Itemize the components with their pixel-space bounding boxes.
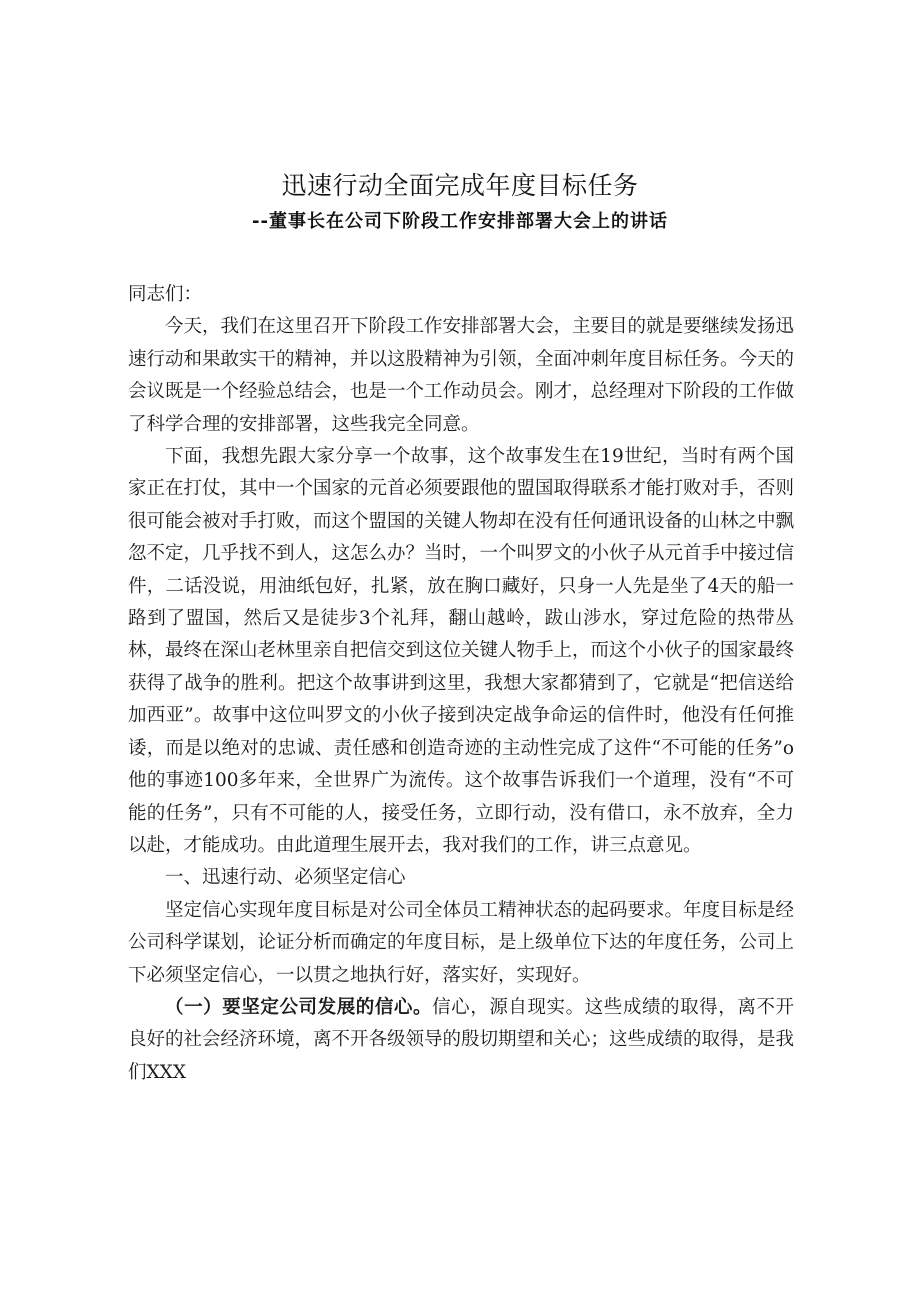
subsection-1-heading: （一）要坚定公司发展的信心。 [165, 996, 433, 1018]
paragraph-subsection-1 [128, 992, 794, 1089]
document-subtitle: --董事长在公司下阶段工作安排部署大会上的讲话 [252, 211, 668, 232]
paragraph-story: 下面，我想先跟大家分享一个故事，这个故事发生在19世纪，当时有两个国家正在打仗，其中一个国家的元首必须要跟他的盟国取得联系才能打败对手，否则很可能会被对手打败，而这个盟国的关键人物却在没有任何通讯设备的山林之中飘忽不定，几乎找不到人，这怎么办？当时，一个叫罗文的小伙子从元首手中接过信件，二话没说，用油纸包好，扎紧，放在胸口藏好，只身一人先是坐了4天的船一路到了盟国，然后又是徒步3个礼拜，翻山越岭，跋山涉水，穿过危险的热带丛林，最终在深山老林里亲自把信交到这位关键人物手上，而这个小伙子的国家最终获得了战争的胜利。把这个故事讲到这里，我想大家都猜到了，它就是“把信送给加西亚”。故事中这位叫罗文的小伙子接到决定战争命运的信件时，他没有任何推诿，而是以绝对的忠诚、责任感和创造奇迹的主动性完成了这件“不可能的任务”o他的事迹100多年来，全世界广为流传。这个故事告诉我们一个道理，没有“不可能的任务”，只有不可能的人，接受任务，立即行动，没有借口，永不放弃，全力以赴，才能成功。由此道理生展开去，我对我们的工作，讲三点意见。 [128, 446, 795, 856]
subsection-1-text: 信心，源自现实。这些成绩的取得，离不开良好的社会经济环境，离不开各级领导的殷切期望和关心；这些成绩的取得，是我们XXX [128, 996, 795, 1083]
document-body [128, 279, 794, 1089]
paragraph-opening: 今天，我们在这里召开下阶段工作安排部署大会，主要目的就是要继续发扬迅速行动和果敢实干的精神，并以这股精神为引领，全面冲刺年度目标任务。今天的会议既是一个经验总结会，也是一个工作动员会。刚才，总经理对下阶段的工作做了科学合理的安排部署，这些我完全同意。 [128, 316, 795, 435]
paragraph-confidence: 坚定信心实现年度目标是对公司全体员工精神状态的起码要求。年度目标是经公司科学谋划，论证分析而确定的年度目标，是上级单位下达的年度任务，公司上下必须坚定信心，一以贯之地执行好，落实好，实现好。 [128, 899, 795, 986]
section-heading-1: 一、迅速行动、必须坚定信心 [165, 867, 406, 889]
document-title: 迅速行动全面完成年度目标任务 [281, 171, 639, 200]
salutation: 同志们： [128, 284, 203, 305]
